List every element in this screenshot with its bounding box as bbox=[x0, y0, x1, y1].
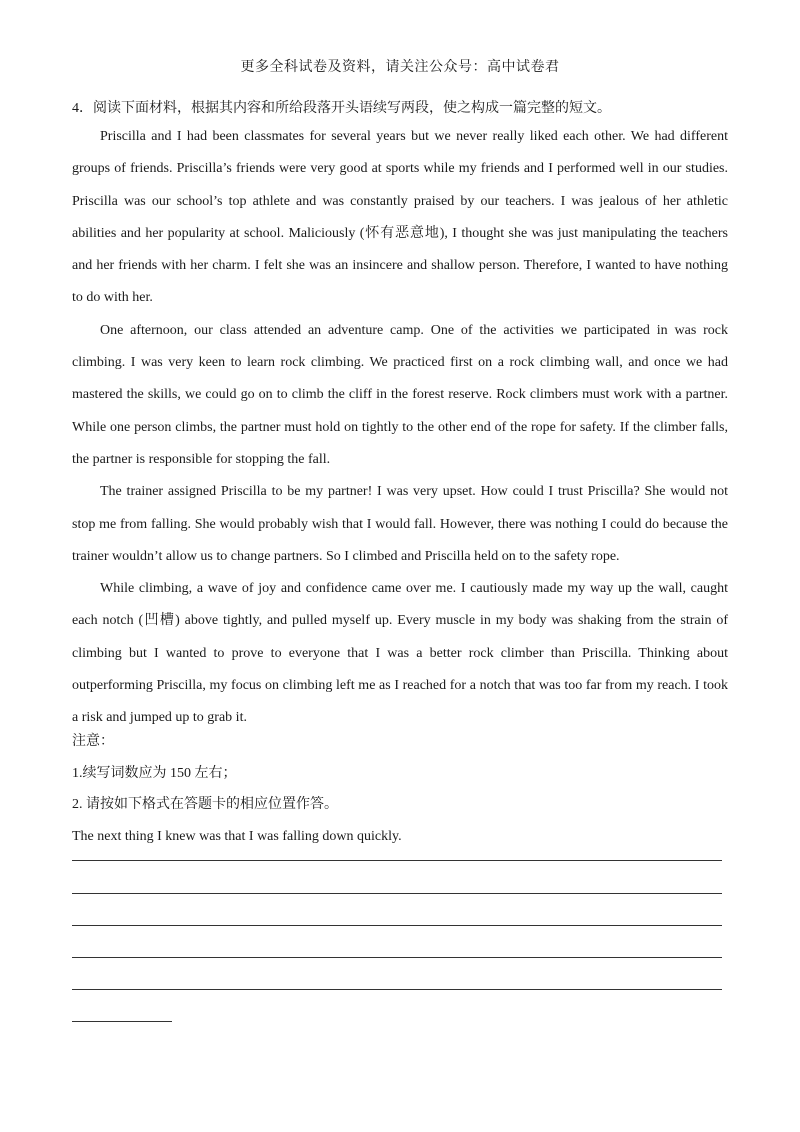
passage-paragraph: The trainer assigned Priscilla to be my partner! I was very upset. How could I trust Priscilla? She would not stop me from falling. She would probably wish that I would fall. However, there was nothing I could do because the trainer wouldn’t allow us to change partners. So I climbed and Priscilla held on to the safety rope. bbox=[72, 484, 728, 564]
page-header: 更多全科试卷及资料，请关注公众号：高中试卷君 bbox=[240, 60, 560, 75]
passage-paragraph: One afternoon, our class attended an adventure camp. One of the activities we participated in was rock climbing. I was very keen to learn rock climbing. We practiced first on a rock climbing wall, and once we had mastered the skills, we could go on to climb the cliff in the forest reserve. Rock climbers must work with a partner. While one person climbs, the partner must hold on tightly to the other end of the rope for safety. If the climber falls, the partner is responsible for stopping the fall. bbox=[72, 322, 728, 467]
reading-passage bbox=[72, 121, 728, 735]
notes-item: 1.续写词数应为 150 左右； bbox=[72, 765, 237, 781]
answer-line bbox=[72, 925, 722, 926]
answer-line bbox=[72, 893, 722, 894]
question-prompt: 4．阅读下面材料，根据其内容和所给段落开头语续写两段，使之构成一篇完整的短文。 bbox=[72, 101, 611, 116]
passage-paragraph: While climbing, a wave of joy and confidence came over me. I cautiously made my way up the wall, caught each notch (凹槽) above tightly, and pulled myself up. Every muscle in my body was shaking from the strain of climbing but I wanted to prove to everyone that I was a better rock climber than Priscilla. Thinking about outperforming Priscilla, my focus on climbing left me as I reached for a notch that was too far from my reach. I took a risk and jumped up to grab it. bbox=[72, 581, 728, 726]
passage-paragraph: Priscilla and I had been classmates for several years but we never really liked each other. We had different groups of friends. Priscilla’s friends were very good at sports while my friends and I performed well in our studies. Priscilla was our school’s top athlete and was constantly praised by our teachers. I was jealous of her athletic abilities and her popularity at school. Maliciously (怀有恶意地), I thought she was just manipulating the teachers and her friends with her charm. I felt she was an insincere and shallow person. Therefore, I wanted to have nothing to do with her. bbox=[72, 129, 728, 306]
continuation-opening-line: The next thing I knew was that I was falling down quickly. bbox=[72, 828, 402, 844]
notes-heading: 注意： bbox=[72, 734, 114, 749]
answer-line bbox=[72, 989, 722, 990]
answer-line bbox=[72, 957, 722, 958]
answer-line bbox=[72, 860, 722, 861]
notes-item: 2. 请按如下格式在答题卡的相应位置作答。 bbox=[72, 797, 338, 812]
instructions bbox=[72, 726, 728, 852]
answer-line bbox=[72, 1021, 172, 1022]
